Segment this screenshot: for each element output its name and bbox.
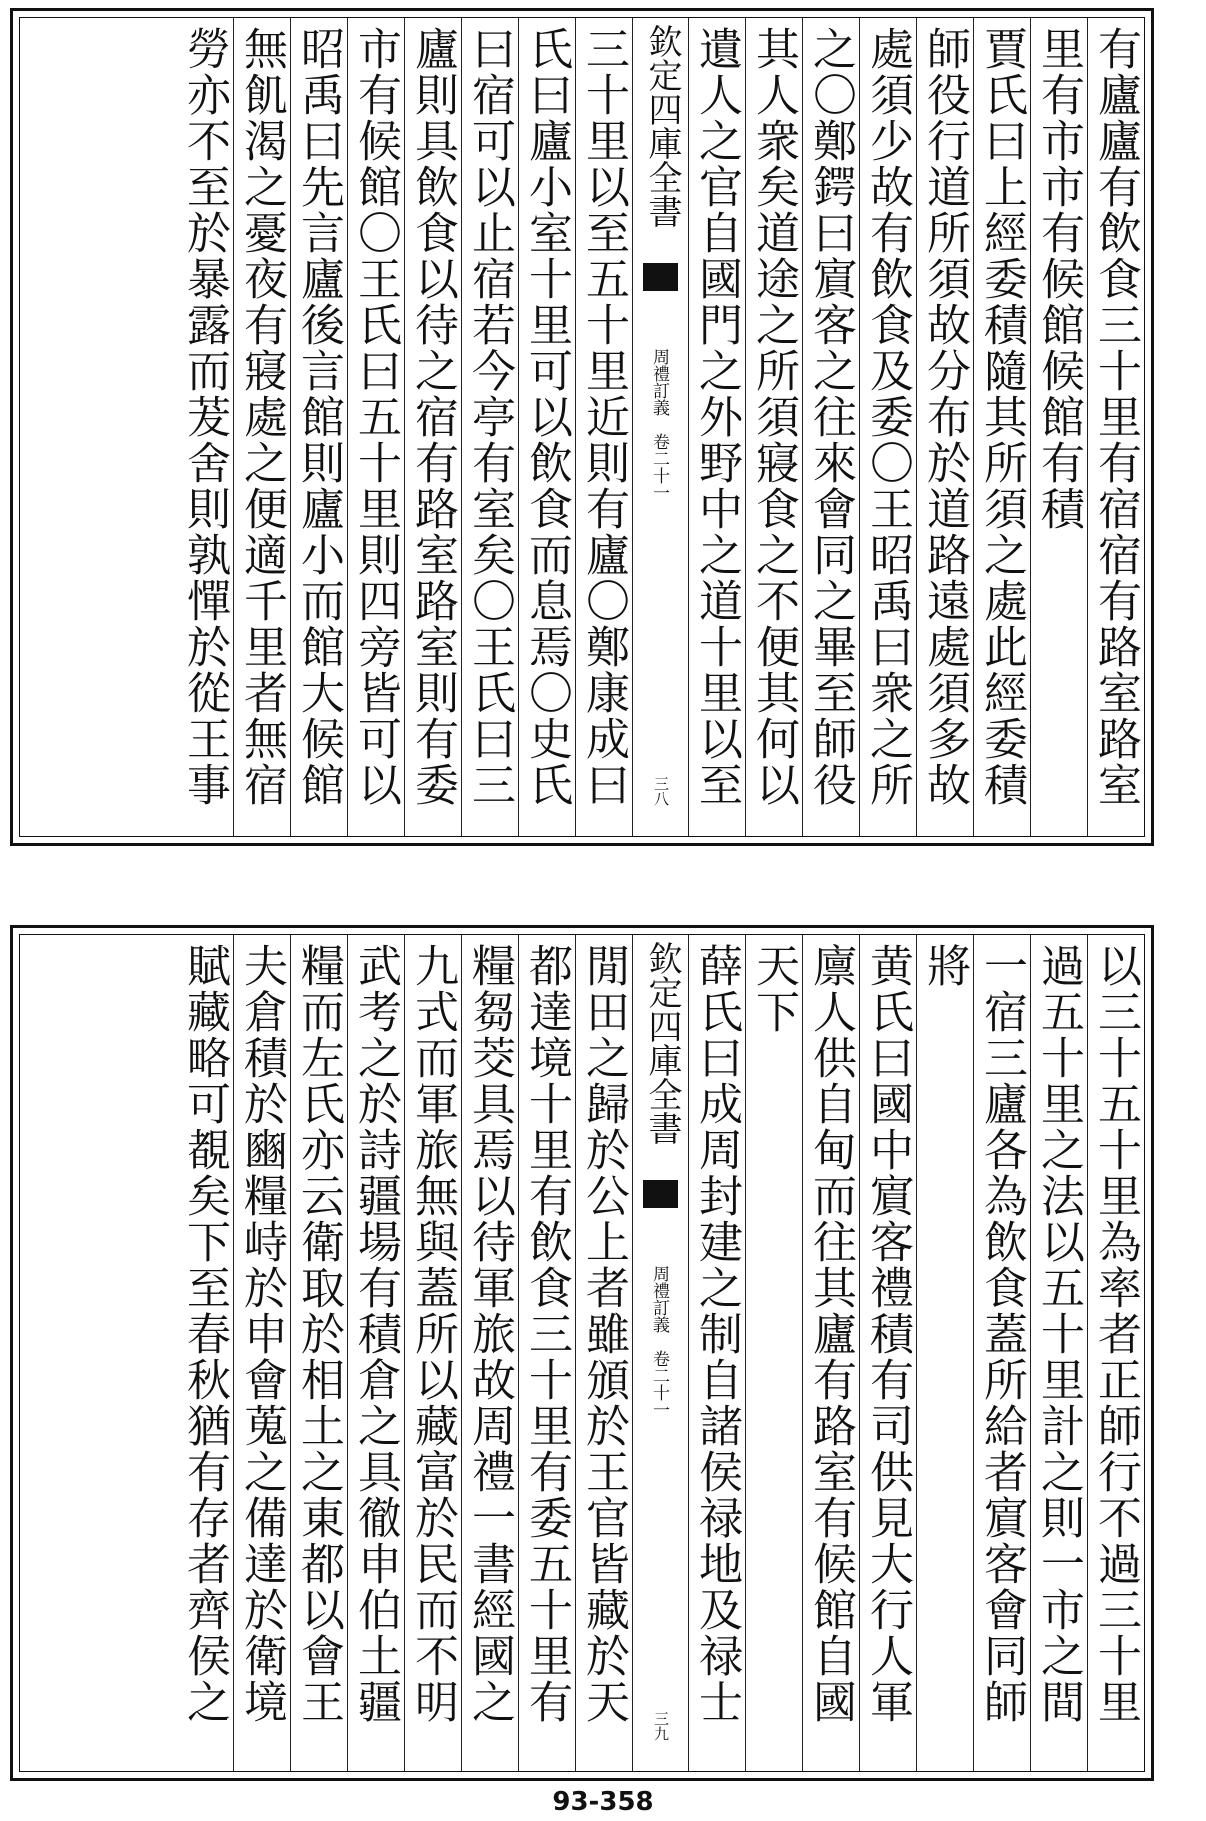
top-text-column: 其人衆矣道途之所須寢食之不便其何以: [745, 18, 802, 836]
top-text-column: 市有候館〇王氏曰五十里則四旁皆可以: [347, 18, 404, 836]
top-page: [10, 8, 1154, 846]
top-fold-column: [632, 18, 688, 836]
top-fold-page-number: 三八: [652, 776, 670, 806]
bottom-fold-bar: [643, 1180, 678, 1208]
top-page-frame: [19, 17, 1145, 837]
top-text-column: 昭禹曰先言廬後言館則廬小而館大候館: [290, 18, 347, 836]
bottom-text-column: 廪人供自甸而往其廬有路室有候館自國: [802, 935, 859, 1771]
bottom-fold-page-number: 三九: [652, 1711, 670, 1741]
bottom-text-column: 武考之於詩疆場有積倉之具徹申伯土疆: [347, 935, 404, 1771]
top-text-column: 里有市市有候館候館有積: [1030, 18, 1087, 836]
bottom-text-column: 九式而軍旅無與蓋所以藏富於民而不明: [404, 935, 461, 1771]
bottom-text-column: 天下: [745, 935, 802, 1771]
top-text-column: 廬則具飲食以待之宿有路室路室則有委: [404, 18, 461, 836]
bottom-page: [10, 925, 1154, 1781]
top-text-column: 師役行道所須故分布於道路遠處須多故: [916, 18, 973, 836]
top-text-column: 曰宿可以止宿若今亭有室矣〇王氏曰三: [461, 18, 518, 836]
top-fold-bar: [643, 263, 678, 291]
bottom-text-column: 糧芻茭具焉以待軍旅故周禮一書經國之: [461, 935, 518, 1771]
bottom-text-column: 糧而左氏亦云衛取於相土之東都以會王: [290, 935, 347, 1771]
top-text-column: 有廬廬有飲食三十里有宿宿有路室路室: [1087, 18, 1144, 836]
page-number-footer: 93-358: [552, 1787, 654, 1817]
top-fold-title: 欽定四庫全書: [642, 24, 682, 228]
bottom-text-column: 賦藏略可覩矣下至春秋猶有存者齊侯之: [179, 943, 230, 1725]
bottom-fold-volume: 卷二十一: [649, 1350, 669, 1418]
bottom-fold-title: 欽定四庫全書: [642, 941, 682, 1145]
bottom-text-column: 一宿三廬各為飲食蓋所給者賔客會同師: [973, 935, 1030, 1771]
top-text-column: 賈氏曰上經委積隨其所須之處此經委積: [973, 18, 1030, 836]
bottom-text-column: 薛氏曰成周封建之制自諸侯禄地及禄士: [688, 935, 745, 1771]
bottom-text-column: 閒田之歸於公上者雖頒於王官皆藏於天: [575, 935, 632, 1771]
top-text-columns: [20, 18, 1144, 836]
top-text-column: 之〇鄭鍔曰賔客之往來會同之畢至師役: [802, 18, 859, 836]
bottom-text-column: 將: [916, 935, 973, 1771]
bottom-text-columns: [20, 935, 1144, 1771]
bottom-fold-column: [632, 935, 688, 1771]
top-text-column: 處須少故有飲食及委〇王昭禹曰衆之所: [859, 18, 916, 836]
bottom-fold-section: 周禮訂義: [649, 1265, 669, 1333]
top-text-column: 無飢渴之憂夜有寢處之便適千里者無宿: [233, 18, 290, 836]
bottom-text-column: 黄氏曰國中賔客禮積有司供見大行人軍: [859, 935, 916, 1771]
bottom-page-frame: [19, 934, 1145, 1772]
bottom-text-column: 過五十里之法以五十里計之則一市之間: [1030, 935, 1087, 1771]
top-fold-volume: 卷二十一: [649, 433, 669, 501]
top-text-column: 氏曰廬小室十里可以飲食而息焉〇史氏: [518, 18, 575, 836]
top-text-column: 勞亦不至於暴露而茇舍則孰憚於從王事: [179, 26, 230, 808]
bottom-text-column: 都達境十里有飲食三十里有委五十里有: [518, 935, 575, 1771]
bottom-text-column: 夫倉積於豳糧峙於申會蒐之備達於衛境: [233, 935, 290, 1771]
top-text-column: 三十里以至五十里近則有廬〇鄭康成曰: [575, 18, 632, 836]
bottom-text-column: 以三十五十里為率者正師行不過三十里: [1087, 935, 1144, 1771]
top-text-column: 遺人之官自國門之外野中之道十里以至: [688, 18, 745, 836]
top-fold-section: 周禮訂義: [649, 348, 669, 416]
